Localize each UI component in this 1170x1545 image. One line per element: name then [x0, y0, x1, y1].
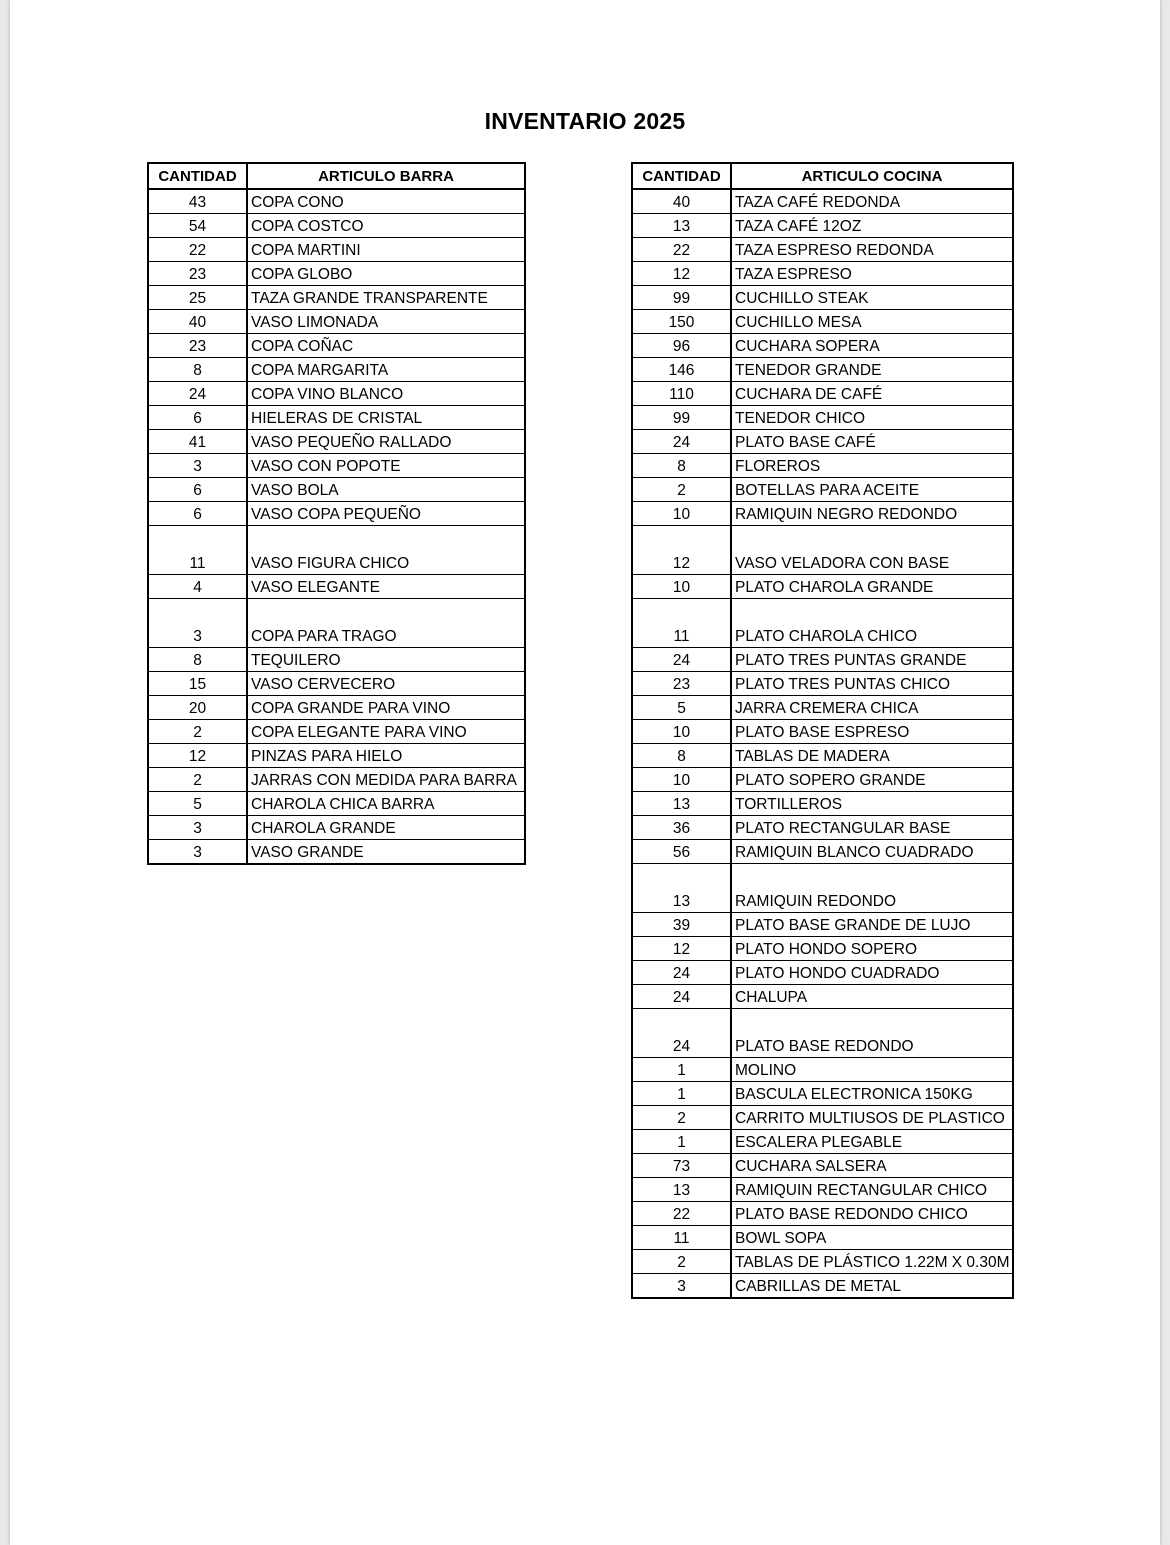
cell-cantidad: 4 [148, 575, 247, 599]
cell-articulo: RAMIQUIN NEGRO REDONDO [731, 502, 1013, 526]
cell-articulo: PLATO TRES PUNTAS GRANDE [731, 648, 1013, 672]
cell-cantidad: 39 [632, 913, 731, 937]
table-row [632, 840, 1013, 864]
table-row [148, 238, 525, 262]
cell-articulo: VASO CON POPOTE [247, 454, 525, 478]
cell-cantidad: 1 [632, 1058, 731, 1082]
cell-cantidad: 24 [148, 382, 247, 406]
table-row [632, 696, 1013, 720]
cell-articulo: COPA PARA TRAGO [247, 599, 525, 648]
cocina-table [631, 162, 1014, 1299]
cell-articulo: CHALUPA [731, 985, 1013, 1009]
cell-articulo: TEQUILERO [247, 648, 525, 672]
cell-articulo: TAZA CAFÉ 12OZ [731, 214, 1013, 238]
table-row [632, 286, 1013, 310]
cell-articulo: TENEDOR GRANDE [731, 358, 1013, 382]
cell-articulo: VASO CERVECERO [247, 672, 525, 696]
barra-table [147, 162, 526, 865]
cell-cantidad: 13 [632, 792, 731, 816]
cell-articulo: PLATO RECTANGULAR BASE [731, 816, 1013, 840]
table-row [632, 1202, 1013, 1226]
cell-cantidad: 11 [632, 1226, 731, 1250]
cell-cantidad: 8 [632, 744, 731, 768]
table-row [148, 840, 525, 865]
table-row [632, 1250, 1013, 1274]
cell-cantidad: 22 [632, 1202, 731, 1226]
cell-articulo: VASO FIGURA CHICO [247, 526, 525, 575]
cell-articulo: RAMIQUIN BLANCO CUADRADO [731, 840, 1013, 864]
table-row [632, 937, 1013, 961]
cell-cantidad: 6 [148, 502, 247, 526]
cell-cantidad: 23 [632, 672, 731, 696]
cell-cantidad: 73 [632, 1154, 731, 1178]
cell-cantidad: 99 [632, 286, 731, 310]
cell-cantidad: 40 [632, 189, 731, 214]
table-row [632, 1130, 1013, 1154]
cell-articulo: PLATO CHAROLA GRANDE [731, 575, 1013, 599]
table-row [632, 648, 1013, 672]
cell-articulo: TAZA ESPRESO REDONDA [731, 238, 1013, 262]
cell-cantidad: 3 [148, 816, 247, 840]
cell-articulo: COPA MARGARITA [247, 358, 525, 382]
cell-articulo: VASO PEQUEÑO RALLADO [247, 430, 525, 454]
table-row [148, 382, 525, 406]
cell-cantidad: 2 [148, 768, 247, 792]
cell-cantidad: 10 [632, 768, 731, 792]
table-row [632, 744, 1013, 768]
table-row [148, 214, 525, 238]
cell-cantidad: 1 [632, 1082, 731, 1106]
cell-cantidad: 12 [632, 937, 731, 961]
table-row [632, 526, 1013, 575]
cell-articulo: TAZA ESPRESO [731, 262, 1013, 286]
table-row [148, 286, 525, 310]
table-row [148, 720, 525, 744]
table-row [632, 1226, 1013, 1250]
cell-cantidad: 2 [148, 720, 247, 744]
cell-articulo: PINZAS PARA HIELO [247, 744, 525, 768]
table-row [148, 599, 525, 648]
table-row [148, 768, 525, 792]
cell-cantidad: 13 [632, 214, 731, 238]
cell-cantidad: 96 [632, 334, 731, 358]
cell-cantidad: 24 [632, 648, 731, 672]
cell-articulo: PLATO BASE CAFÉ [731, 430, 1013, 454]
table-row [632, 864, 1013, 913]
cell-cantidad: 54 [148, 214, 247, 238]
cell-cantidad: 24 [632, 961, 731, 985]
table-row [148, 358, 525, 382]
cell-cantidad: 22 [632, 238, 731, 262]
cell-articulo: COPA COÑAC [247, 334, 525, 358]
cell-articulo: VASO VELADORA CON BASE [731, 526, 1013, 575]
cell-articulo: CUCHILLO STEAK [731, 286, 1013, 310]
cell-cantidad: 1 [632, 1130, 731, 1154]
table-row [632, 238, 1013, 262]
cell-articulo: TABLAS DE PLÁSTICO 1.22M X 0.30M [731, 1250, 1013, 1274]
column-header-articulo-cocina: ARTICULO COCINA [731, 163, 1013, 189]
cell-articulo: BOTELLAS PARA ACEITE [731, 478, 1013, 502]
page-title: INVENTARIO 2025 [484, 108, 686, 134]
table-row [632, 1106, 1013, 1130]
cell-articulo: CUCHARA SOPERA [731, 334, 1013, 358]
cell-articulo: PLATO CHAROLA CHICO [731, 599, 1013, 648]
cell-cantidad: 3 [148, 840, 247, 865]
cell-articulo: PLATO TRES PUNTAS CHICO [731, 672, 1013, 696]
cell-articulo: TORTILLEROS [731, 792, 1013, 816]
table-row [632, 913, 1013, 937]
cell-cantidad: 12 [148, 744, 247, 768]
table-row [632, 672, 1013, 696]
table-row [632, 575, 1013, 599]
column-header-cantidad: CANTIDAD [632, 163, 731, 189]
cell-cantidad: 3 [632, 1274, 731, 1299]
table-row [632, 1274, 1013, 1299]
cell-cantidad: 10 [632, 575, 731, 599]
cell-cantidad: 24 [632, 1009, 731, 1058]
cell-cantidad: 11 [632, 599, 731, 648]
cell-articulo: CUCHARA SALSERA [731, 1154, 1013, 1178]
cell-cantidad: 110 [632, 382, 731, 406]
cell-cantidad: 23 [148, 262, 247, 286]
cell-articulo: VASO LIMONADA [247, 310, 525, 334]
cell-articulo: VASO ELEGANTE [247, 575, 525, 599]
cell-articulo: JARRAS CON MEDIDA PARA BARRA [247, 768, 525, 792]
cell-cantidad: 11 [148, 526, 247, 575]
cell-cantidad: 43 [148, 189, 247, 214]
cell-articulo: TAZA CAFÉ REDONDA [731, 189, 1013, 214]
table-row [632, 262, 1013, 286]
cell-cantidad: 6 [148, 478, 247, 502]
table-row [632, 768, 1013, 792]
cell-cantidad: 2 [632, 478, 731, 502]
cell-cantidad: 56 [632, 840, 731, 864]
cell-articulo: COPA VINO BLANCO [247, 382, 525, 406]
table-row [148, 792, 525, 816]
cell-articulo: COPA ELEGANTE PARA VINO [247, 720, 525, 744]
table-row [148, 262, 525, 286]
cell-articulo: CABRILLAS DE METAL [731, 1274, 1013, 1299]
table-row [632, 1178, 1013, 1202]
column-header-cantidad: CANTIDAD [148, 163, 247, 189]
cell-cantidad: 25 [148, 286, 247, 310]
cell-articulo: RAMIQUIN REDONDO [731, 864, 1013, 913]
cell-cantidad: 13 [632, 1178, 731, 1202]
table-header-row [148, 163, 525, 189]
table-row [148, 406, 525, 430]
table-row [148, 189, 525, 214]
table-row [632, 599, 1013, 648]
cell-cantidad: 5 [148, 792, 247, 816]
cell-cantidad: 12 [632, 262, 731, 286]
cell-cantidad: 2 [632, 1106, 731, 1130]
cell-articulo: BASCULA ELECTRONICA 150KG [731, 1082, 1013, 1106]
column-header-articulo-barra: ARTICULO BARRA [247, 163, 525, 189]
cell-cantidad: 20 [148, 696, 247, 720]
cell-articulo: TAZA GRANDE TRANSPARENTE [247, 286, 525, 310]
cell-articulo: VASO BOLA [247, 478, 525, 502]
table-header-row [632, 163, 1013, 189]
cell-cantidad: 8 [632, 454, 731, 478]
cell-cantidad: 12 [632, 526, 731, 575]
cell-articulo: PLATO BASE ESPRESO [731, 720, 1013, 744]
cell-articulo: CUCHARA DE CAFÉ [731, 382, 1013, 406]
cell-cantidad: 40 [148, 310, 247, 334]
table-row [148, 575, 525, 599]
cell-articulo: PLATO SOPERO GRANDE [731, 768, 1013, 792]
table-row [632, 816, 1013, 840]
table-row [632, 310, 1013, 334]
cell-articulo: COPA GLOBO [247, 262, 525, 286]
cell-cantidad: 8 [148, 648, 247, 672]
table-row [632, 1154, 1013, 1178]
cell-cantidad: 22 [148, 238, 247, 262]
table-row [632, 430, 1013, 454]
cell-cantidad: 5 [632, 696, 731, 720]
table-row [632, 406, 1013, 430]
cell-articulo: CUCHILLO MESA [731, 310, 1013, 334]
table-row [632, 502, 1013, 526]
table-row [632, 961, 1013, 985]
cell-articulo: CHAROLA GRANDE [247, 816, 525, 840]
cell-cantidad: 8 [148, 358, 247, 382]
document-page [10, 0, 1160, 1545]
table-row [632, 720, 1013, 744]
cell-articulo: PLATO BASE GRANDE DE LUJO [731, 913, 1013, 937]
cell-articulo: HIELERAS DE CRISTAL [247, 406, 525, 430]
cell-articulo: PLATO BASE REDONDO CHICO [731, 1202, 1013, 1226]
cell-articulo: CARRITO MULTIUSOS DE PLASTICO [731, 1106, 1013, 1130]
table-row [632, 334, 1013, 358]
cell-cantidad: 3 [148, 454, 247, 478]
cell-articulo: TABLAS DE MADERA [731, 744, 1013, 768]
cell-articulo: BOWL SOPA [731, 1226, 1013, 1250]
cell-articulo: ESCALERA PLEGABLE [731, 1130, 1013, 1154]
cell-articulo: MOLINO [731, 1058, 1013, 1082]
table-row [148, 648, 525, 672]
cell-cantidad: 36 [632, 816, 731, 840]
table-row [148, 334, 525, 358]
table-row [632, 454, 1013, 478]
cell-articulo: PLATO HONDO CUADRADO [731, 961, 1013, 985]
table-row [148, 430, 525, 454]
cell-articulo: RAMIQUIN RECTANGULAR CHICO [731, 1178, 1013, 1202]
table-row [148, 816, 525, 840]
table-row [632, 382, 1013, 406]
table-row [632, 358, 1013, 382]
table-row [632, 478, 1013, 502]
table-row [148, 744, 525, 768]
table-row [148, 502, 525, 526]
table-row [148, 526, 525, 575]
cell-cantidad: 24 [632, 985, 731, 1009]
cell-articulo: CHAROLA CHICA BARRA [247, 792, 525, 816]
table-row [632, 1082, 1013, 1106]
table-row [632, 792, 1013, 816]
table-row [632, 214, 1013, 238]
table-row [148, 310, 525, 334]
table-row [632, 1058, 1013, 1082]
cell-articulo: COPA COSTCO [247, 214, 525, 238]
cell-cantidad: 10 [632, 502, 731, 526]
cell-articulo: PLATO BASE REDONDO [731, 1009, 1013, 1058]
cell-articulo: PLATO HONDO SOPERO [731, 937, 1013, 961]
cell-cantidad: 10 [632, 720, 731, 744]
cell-articulo: TENEDOR CHICO [731, 406, 1013, 430]
table-row [632, 985, 1013, 1009]
cell-cantidad: 146 [632, 358, 731, 382]
cell-cantidad: 150 [632, 310, 731, 334]
cell-articulo: COPA CONO [247, 189, 525, 214]
cell-cantidad: 41 [148, 430, 247, 454]
cell-articulo: VASO COPA PEQUEÑO [247, 502, 525, 526]
cell-articulo: JARRA CREMERA CHICA [731, 696, 1013, 720]
table-row [632, 1009, 1013, 1058]
cell-articulo: FLOREROS [731, 454, 1013, 478]
cell-cantidad: 99 [632, 406, 731, 430]
cell-cantidad: 6 [148, 406, 247, 430]
cell-cantidad: 2 [632, 1250, 731, 1274]
table-row [632, 189, 1013, 214]
table-row [148, 478, 525, 502]
cell-cantidad: 23 [148, 334, 247, 358]
cell-cantidad: 3 [148, 599, 247, 648]
cell-articulo: COPA MARTINI [247, 238, 525, 262]
table-row [148, 696, 525, 720]
table-row [148, 454, 525, 478]
cell-cantidad: 15 [148, 672, 247, 696]
cell-cantidad: 13 [632, 864, 731, 913]
cell-articulo: VASO GRANDE [247, 840, 525, 865]
cell-articulo: COPA GRANDE PARA VINO [247, 696, 525, 720]
table-row [148, 672, 525, 696]
cell-cantidad: 24 [632, 430, 731, 454]
